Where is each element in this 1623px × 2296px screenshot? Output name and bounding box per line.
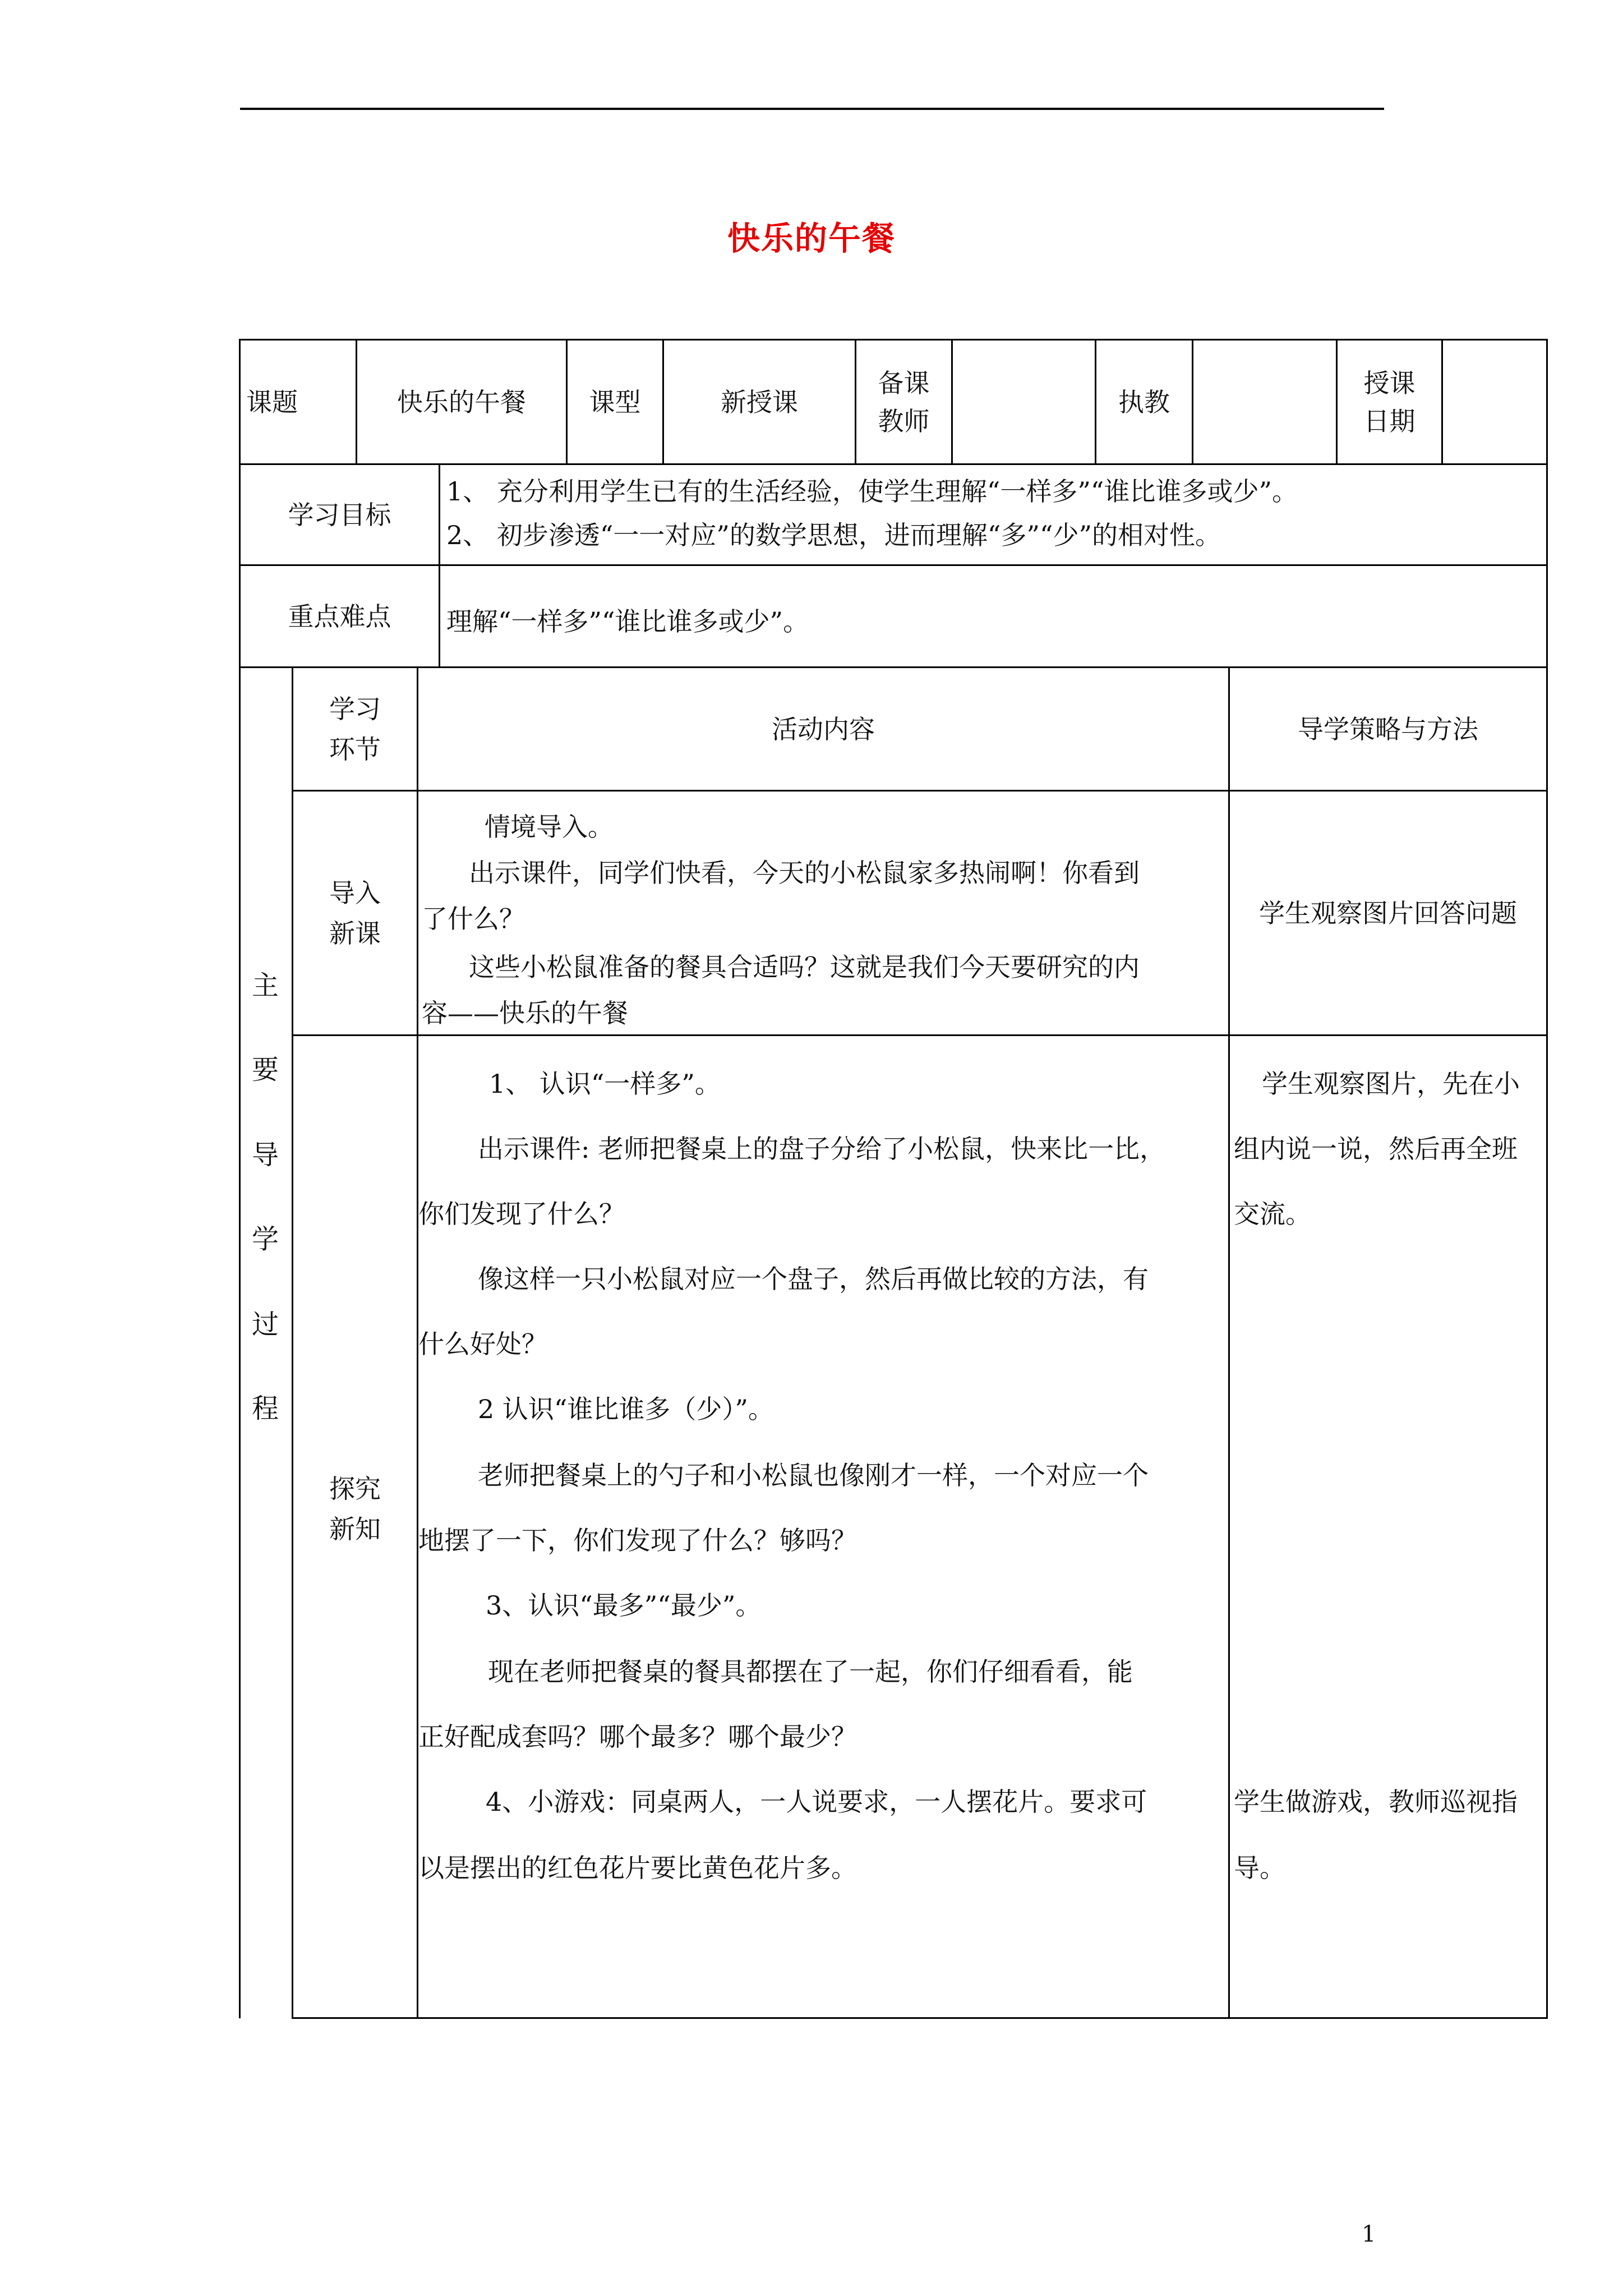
explore-line: 什么好处？ xyxy=(418,1329,547,1359)
explore-strategy-b: 导。 xyxy=(1234,1853,1285,1883)
stage-column-header xyxy=(293,668,417,790)
explore-line: 4、小游戏：同桌两人，一人说要求，一人摆花片。要求可 xyxy=(486,1787,1147,1817)
intro-stage-line2: 新课 xyxy=(329,918,381,949)
strategy-column-header: 导学策略与方法 xyxy=(1298,714,1478,744)
intro-line: 这些小松鼠准备的餐具合适吗？这就是我们今天要研究的内 xyxy=(469,952,1140,982)
explore-strategy-a: 组内说一说，然后再全班 xyxy=(1234,1134,1518,1164)
teach-value xyxy=(1193,341,1336,463)
explore-strategy-b: 学生做游戏，教师巡视指 xyxy=(1234,1787,1518,1817)
explore-stage xyxy=(293,1470,417,1548)
table-line xyxy=(439,463,440,666)
explore-line: 你们发现了什么？ xyxy=(418,1199,625,1229)
explore-line: 地摆了一下，你们发现了什么？够吗？ xyxy=(418,1525,857,1556)
prep-teacher-label-line1: 备课 xyxy=(878,367,930,398)
explore-line: 老师把餐桌上的勺子和小松鼠也像刚才一样，一个对应一个 xyxy=(478,1460,1149,1490)
intro-stage xyxy=(293,792,417,1034)
teach-label: 执教 xyxy=(1118,386,1170,417)
side-label-char: 导 xyxy=(251,1139,279,1171)
lesson-type-value: 新授课 xyxy=(721,386,798,417)
intro-line: 情境导入。 xyxy=(485,812,614,842)
intro-strategy: 学生观察图片回答问题 xyxy=(1259,898,1517,928)
explore-line: 出示课件: 老师把餐桌上的盘子分给了小松鼠，快来比一比， xyxy=(478,1134,1166,1164)
date-value xyxy=(1443,341,1546,463)
intro-stage-line1: 导入 xyxy=(329,877,381,908)
table-line xyxy=(292,1034,1548,1036)
prep-teacher-label-line2: 教师 xyxy=(878,406,930,436)
objective-line-1: 1、 充分利用学生已有的生活经验，使学生理解“一样多”“谁比谁多或少”。 xyxy=(446,476,1298,507)
date-label-line1: 授课 xyxy=(1363,367,1415,398)
explore-line: 2 认识“谁比谁多（少）”。 xyxy=(478,1394,774,1424)
side-label-char: 程 xyxy=(251,1393,279,1424)
explore-strategy-a: 交流。 xyxy=(1234,1199,1311,1229)
explore-line: 像这样一只小松鼠对应一个盘子，然后再做比较的方法，有 xyxy=(478,1264,1149,1294)
key-points-label: 重点难点 xyxy=(288,601,391,632)
date-label xyxy=(1338,341,1441,463)
side-label-char: 过 xyxy=(251,1309,279,1340)
table-line xyxy=(292,2017,1548,2019)
prep-teacher-value xyxy=(953,341,1095,463)
stage-header-line2: 环节 xyxy=(329,734,381,765)
side-label-char: 学 xyxy=(251,1223,279,1255)
course-title-value: 快乐的午餐 xyxy=(397,386,526,417)
content-column-header: 活动内容 xyxy=(772,714,875,744)
stage-header-line1: 学习 xyxy=(329,693,381,724)
explore-line: 1、 认识“一样多”。 xyxy=(489,1069,721,1099)
explore-stage-line2: 新知 xyxy=(329,1514,381,1544)
table-line xyxy=(1546,339,1548,2018)
date-label-line2: 日期 xyxy=(1363,406,1415,436)
intro-line: 容——快乐的午餐 xyxy=(422,998,628,1028)
explore-strategy-a: 学生观察图片，先在小 xyxy=(1262,1069,1520,1099)
lesson-type-label: 课型 xyxy=(589,386,641,417)
explore-stage-line1: 探究 xyxy=(329,1474,381,1504)
page-title: 快乐的午餐 xyxy=(727,219,896,257)
explore-line: 以是摆出的红色花片要比黄色花片多。 xyxy=(418,1853,857,1883)
objective-line-2: 2、 初步渗透“一一对应”的数学思想，进而理解“多”“少”的相对性。 xyxy=(446,520,1221,550)
explore-line: 3、认识“最多”“最少”。 xyxy=(486,1590,762,1621)
header-rule xyxy=(240,108,1384,110)
side-label-char: 主 xyxy=(251,970,279,1001)
objectives-label: 学习目标 xyxy=(288,499,391,530)
key-points-text: 理解“一样多”“谁比谁多或少”。 xyxy=(446,606,809,637)
intro-line: 出示课件，同学们快看，今天的小松鼠家多热闹啊！你看到 xyxy=(469,858,1140,888)
page-number: 1 xyxy=(1362,2221,1376,2247)
intro-line: 了什么？ xyxy=(422,904,525,934)
course-title-label: 课题 xyxy=(246,386,298,417)
side-label-char: 要 xyxy=(251,1054,279,1085)
explore-line: 现在老师把餐桌的餐具都摆在了一起，你们仔细看看，能 xyxy=(488,1657,1133,1687)
explore-line: 正好配成套吗？哪个最多？哪个最少？ xyxy=(418,1722,857,1752)
prep-teacher-label xyxy=(856,341,951,463)
